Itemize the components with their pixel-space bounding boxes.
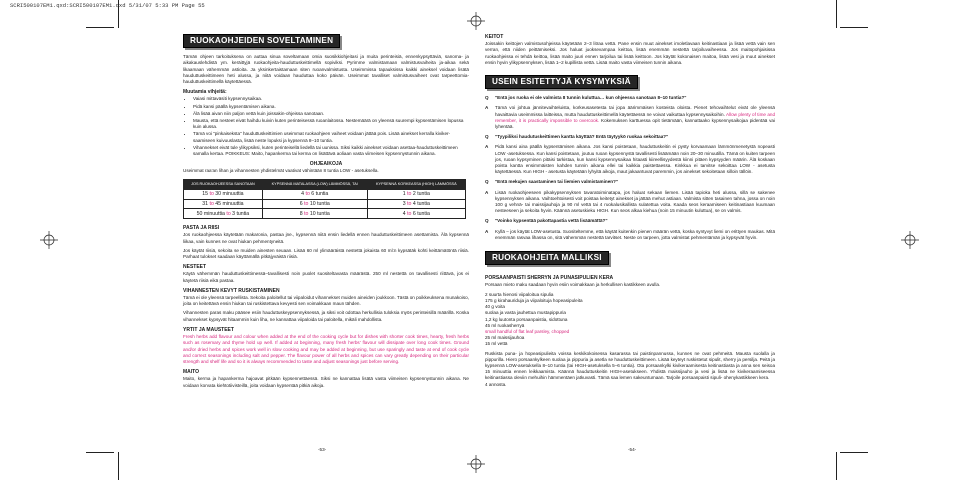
pasta-paragraph: Jos ruokaohjeessa käytetään makaronia, pastaa jne., kypsennä niitä ensin liedellä ennen hauduttuskeittimeen asettamista. Älä kypsennä liikaa, vain kunnes ne ovat hiukan pehmentyneitä. [183, 232, 469, 244]
table-cell: 3 to 4 tuntia [367, 199, 465, 209]
table-cell: 4 to 6 tuntia [367, 209, 465, 219]
crop-mark [836, 452, 837, 480]
faq-question: Q "Voinko kypsentää pakottapastia vettä lisäämättä?" [485, 218, 608, 224]
table-row [184, 199, 466, 209]
cooking-times-heading: OHJEAIKOJA [309, 161, 343, 168]
registration-mark-icon [901, 231, 919, 249]
table-header: KYPSENNÄ KORKEASSA (HIGH) LÄMMÖSSÄ [367, 179, 465, 189]
ingredient: 25 ml maissijauhoa [485, 335, 525, 341]
table-header: KYPSENNÄ MATALASSA (LOW) LÄMMÖSSÄ, TAI [262, 179, 367, 189]
table-row [184, 209, 466, 219]
pasta-heading: PASTA JA RIISI [183, 225, 220, 232]
herbs-paragraph: Fresh herbs add flavour and colour when added at the end of the cooking cycle but for dishes with shorter cook times, hearty, fresh herbs such as rosemary and thyme hold up well. If added at beginning, many fresh herbs' flavour will dissipate over long cook times. Ground and/or dried herbs and spices work well in slow cooking and may be added at beginning, but use sparingly and taste at end of cook cycle and correct seasonings including salt and pepper. The flavour power of all herbs and spices can vary greatly depending on their particular strength and shelf life and so it is always recommended to taste and adjust seasonings just before serving. [183, 334, 469, 364]
vegetables-paragraph: Tämä ei ole yleensä tarpeellista. Sekoita paloitellut tai viipaloidut vihannekset muiden aineiden joukkoon. Tästä on poikkeuksena munakoiso, joita on keitettävä ensin hiukan tai ruskistettava kevyesti sen voimakkaan maun tähden. [183, 295, 469, 307]
faq-answer: A Tämä voi johtua jännitevaihteluista, korkeusasetesta tai jopa äärimmäisen kosteista oloista. Pienet tehovaihtelut eivät ole yleensä havaittavia useimmissa laitteissa, mutta hauduttuskeittimellä käytettäessä ne voivat vaikuttaa kypsennysaikoihin. Allow plenty of time and remember, it is practically impossible to overcook. Kokemuksen karttuessa opit tietämään, kannattaako kypsennysaikojaa pidentää vai lyhentää. [485, 105, 776, 130]
ingredient: 15 ml vettä [485, 341, 508, 347]
milk-paragraph: Maito, kerma ja hapankerma hajoavat pitkään kypsennettäessä. Siksi ne kannattaa lisätä vasta viimeisen kypsennystunnin aikana. Ne voidaan korvata kiehtotiivisteillä, joita voidaan kypsentää pitkiä aikoja. [183, 376, 469, 388]
list-item: • Pidä kansi päällä kypsentämisen aikana. [193, 104, 469, 110]
ingredients-list [485, 292, 775, 348]
table-cell: 1 to 2 tuntia [367, 189, 465, 199]
faq-banner: USEIN ESITETTYJÄ KYSYMYKSIÄ [485, 75, 638, 89]
faq-answer: A Lisää ruokaohjeeseen pikakypsennyksen tavaratoiminatapa, jos haluat sekaan liemen. Lisää tapioka heti alussa, sillä se sakenee kypsennyksen aikana. Vaihtoehtoisesti voit poistaa keitetyt ainekset ja jättää mehut astiaan. Valmista sitten tasainen tahna, jossa on noin 100 g vehnä- tai maissijauhoja ja 90 ml vettä tai 4 ruokalusikallista sulatettua voita. Kaada seos keraamiseen keitinastiaan kuumaan nesteeseen ja sekoita hyvin. Käännä asetuskieku HIGH. Kun seos alkaa kiehua (noin 15 minuutin kuluttua), se on valmis. [485, 189, 775, 214]
table-cell: 6 to 10 tuntia [262, 199, 367, 209]
table-cell: 8 to 10 tuntia [262, 209, 367, 219]
list-item: • Mausta, että nesteet eivät haihdu kuivin kuten perinteisessä ruoanlaitossa. Nestemäärä on yleensä suurempi kypsentämisen lopussa kuin alussa. [193, 118, 469, 130]
list-item: • Tämä voi "pinkaiseksta" hauduttuskeittimien useimmat ruokaohjeen vaiheet voidaan jättää pois. Lisää ainekset kerralla kiviker-saamiseen kuivuuslasta, lisää neste lopuksi ja kypsennä 8–10 tuntia. [193, 131, 469, 143]
ingredient: 1,2 kg luutonta porsaanpaistia, sidottuna [485, 316, 568, 322]
section-banner: RUOKAOHJEIDEN SOVELTAMINEN [183, 34, 340, 48]
document-header: SCRI500107EM1.qxd:SCRI500107EM1.qxd 5/31/07 5:33 PM Page 55 [10, 2, 205, 9]
table-cell: 15 to 30 minuuttia [184, 189, 263, 199]
table-cell: 50 minuuttia to 3 tuntia [184, 209, 263, 219]
registration-mark-icon [40, 231, 58, 249]
left-page [183, 34, 469, 392]
ingredient: 2 suurta hienosi viipaloitua sipulia [485, 291, 554, 297]
table-header: JOS RUOKAOHJEESSA SANOTAAN [184, 179, 263, 189]
liquids-paragraph: Käytä vähemmän hauduttuskeittimessä–tavallisesti noin puolet suositeltavasta määrästä. 250 ml nestettä on tavallisesti riittävä, jos ei käytetä riisiä eikä pastaa. [183, 271, 469, 283]
crop-mark [840, 27, 868, 28]
faq-question: Q "Tyypiliksi haudutuskeittimen kantta käyttää? Entä täytyykö ruokaa sekoittaa?" [485, 134, 669, 140]
pasta-paragraph-2: Jos käytät riisiä, sekoita se muiden ainesten seuaan. Lisää 60 ml ylimääräistä nestettä jokaista 60 ml:n kypsätäk kohti keittämätöntä riisiä. Parhaat tulokset saadaan käyttämällä pitkäjyväistä riisiä. [183, 247, 469, 260]
ingredient: suolaa ja vasta jauhettua mustapippuria [485, 310, 566, 316]
milk-heading: MAITO [183, 369, 200, 376]
crop-mark [836, 0, 837, 28]
recipe-intro: Porsaan mieto maku saadaan hyvin esiin voimakkaan ja herkullisen kastikkeen avulla. [485, 282, 661, 288]
cooking-times-table [183, 179, 466, 220]
vegetables-heading: VIHANNESTEN KEVYT RUSKISTAMINEN [183, 287, 280, 294]
table-cell: 31 to 45 minuuttia [184, 199, 263, 209]
liquids-heading: NESTEET [183, 264, 207, 271]
registration-mark-icon [467, 455, 485, 473]
faq-answer: A Pidä kansi aina päällä kypsentämisen aikana. Jos kansi poistetaan, hauduttuskeitin ei pysty korvaamaan lämmönmenetystä nopeasti LOW -asetuksessa. Kun kansi poistetaan, joutuu ruoan kypsennystä tavallisesti lisäämään noin 20–30 minuutilla. Tämä on kuiten tarpeen jos, ruoan kypsyminen pitäisi tarkistaa, kun kansi kypsennysaikaa hitaasti kiireellisyydestä kiinni pitäen kypsyyden määrin. Älä koskaan poista kantta ensimmäisten kahden tunnin aikana ellei tai kaikkia paistettaessa. Kinkkua ei tarvitse sekoittaa LOW - asetusta käytettäessä. Kun HIGH - asetusta käytetään lyhyitä aikoja, maut jakaantuvat paremmin, jos ainekset sekoitetaan silloin tällöin. [485, 144, 775, 175]
soups-paragraph: Joissakin keittojen valmistusohjeissa käytetään 2–3 litraa vettä. Pane ensin muut ainekset imoletlavaan keitinastiaan ja lisää vettä vain sen verran, että niiden peittämiseksi. Jos haluat juoksevampaa keittoa, lisää enemmän nestettä tarjoiluvaiheessa. Jos maitopohjaisissa ruokaohjeissa ei tehdä keittoa, lisää maito juuri ennen tarjoilua tai lisää keittoon. Jos käytät kokonaisen maitoa, lisää vesi ja muut ainekset ensin hyvin ylikypsennyksen, lisää 1–2 kupillista vettä. Lisää maito vasta viimeisen tunnin aikana. [485, 41, 775, 65]
ingredient: 40 g voita [485, 304, 505, 310]
recipe-serves: 4 annosta. [485, 381, 507, 387]
soups-heading: KEITOT [485, 34, 504, 40]
faq-answer: A Kyllä – jos käytät LOW-asetusta. Suositeltemme, että käytät kuitenkin pienen määrän vettä, koska syntyvyt liemi on erittyen maukas. Mitä enemmän rasvaa lihassa on, sitä vähemmän nestettä tarvitset. Neste on tarpeen, jotta valmistat pehmentämän ja kypsyvät hyvin. [485, 228, 775, 240]
page-number: -54- [628, 447, 637, 452]
list-item: • Älä lisää aivan niin paljon vettä kuin joissakin-ohjeissa sanotaan. [193, 111, 469, 117]
tips-heading: Muutamia vihjeitä: [183, 89, 227, 96]
vegetables-paragraph-2: Vihannesten paras maku pääsee esiin hauduttuskeypsennyksessä, ja siksi voit odottaa herkullisia tuloksia myös perinteisillä määrillä. Koska vihannekset kypsyvät hitaammin kuin liha, ne kannattaa viipaloida tai paloitella, mikäli mahdollista. [183, 310, 469, 322]
recipes-banner: RUOKAOHJEITA MALLIKSI [485, 251, 609, 265]
ingredient: small handful of flat leaf parsley, chopped [485, 328, 570, 334]
faq-question: Q "Entä jos ruoka ei ole valmista 8 tunnin kuluttua… kun ohjeessa sanotaan 8–10 tuntia?" [485, 95, 687, 101]
crop-mark [118, 452, 119, 480]
cooking-times-intro: Useimmat raa'an lihan ja vihannesten yhdistelmät vaativat vähintään 8 tuntia LOW - asetuksella. [183, 168, 379, 174]
faq-question: Q "Entä mekujen saastaminen tai liemien valmistaminen?" [485, 179, 619, 185]
crop-mark [118, 0, 119, 28]
intro-paragraph: Tämän ohjeen tarkoituksena on auttaa sinua soveltamaan omia suosikkiohjeitasi ja muita perinteisiä, ennenkypsyttäviä, sanoma- ja aikakauslehdistä ym. keräittyjä ruokaohjeita-hauduttuskeittimellä sopiviksi. Pyrimme valmistamaan valmistusvaiheita ja-aikaa sekä likaamaan vähemmän astioita. Ja yksinkertaistamaan siten ruoanvalmistusta. Useimmissa tapauksissa kaikki aineksel voidaan lisätä hauduttuskeittimeen heti alussa, ja niitä voidaan hauduttaa koko päivän. Useimmat tavalliset valmistusvaiheet ovat tarpeettomia-hauduttuskeittimellä käytettäessä. [183, 54, 469, 85]
crop-mark [840, 452, 868, 453]
tips-list [183, 96, 469, 157]
ingredient: 175 g kirahauriduja ja viipaloituja hopeasipuleita [485, 297, 583, 303]
crop-mark [86, 452, 114, 453]
crop-mark [86, 27, 114, 28]
right-page [485, 34, 775, 388]
list-item: • Vihannekset eivät tule ylikypsiksi, kuten perinteisellä liedellä tai uunissa. Siksi kaikki ainekset voidaan asettaa-hauduttuskeittimeen samalla kertaa. POIKKEUS: Maito, hapankerma tai kerma on lisättävä aoliaan vasta viimeisen kypsennystunnin aikana. [193, 145, 469, 157]
list-item: • Vaiasi mittaväsiti kypsennysaikaa. [193, 96, 469, 102]
herbs-heading: YRTIT JA MAUSTEET [183, 326, 234, 333]
table-row [184, 189, 466, 199]
registration-mark-icon [467, 12, 485, 30]
recipe-method: Ruskista puna- ja hopeasipulieita voissa keskikokoisessa kasarassa tai paistinpannussa, kunnes ne ovat pehmeitä. Mausta suolalla ja pippurilla. Hiero porsaankylkeen suolaa ja pippuria ja asetla se hauduttuskeittimeen. Lisää keyteyt ruskistetut sipulit, sherry ja persilja. Peitä ja kypsennä LOW-asetuksella 8–10 tuntia (tai HIGH-asetuksella 5–6 tuntia). Ota porsaankylki kivikeraamisesta keitinastiasta ja anna sen seisoa 15 minuuttia ennen leikkaamista. Käännä hauduttuskeitin HIGH-asetukseen. Yhdistä maissijauho ja vesi ja lisää ne kivikeraamiseessa keitinastiassa oleviin mehuihin hämmentäen jatkuvasti. Tämä saa lemen sakeuntumaan. Tarjoile porsaanpaisti sipuli- ohenykastikkeen kera. [485, 350, 775, 381]
ingredient: 45 ml ruokasherryä [485, 322, 525, 328]
recipe-title: PORSAANPAISTI SHERRYN JA PUNASIPULIEN KERA [485, 275, 614, 282]
table-cell: 4 to 6 tuntia [262, 189, 367, 199]
page-number: -53- [318, 447, 327, 452]
